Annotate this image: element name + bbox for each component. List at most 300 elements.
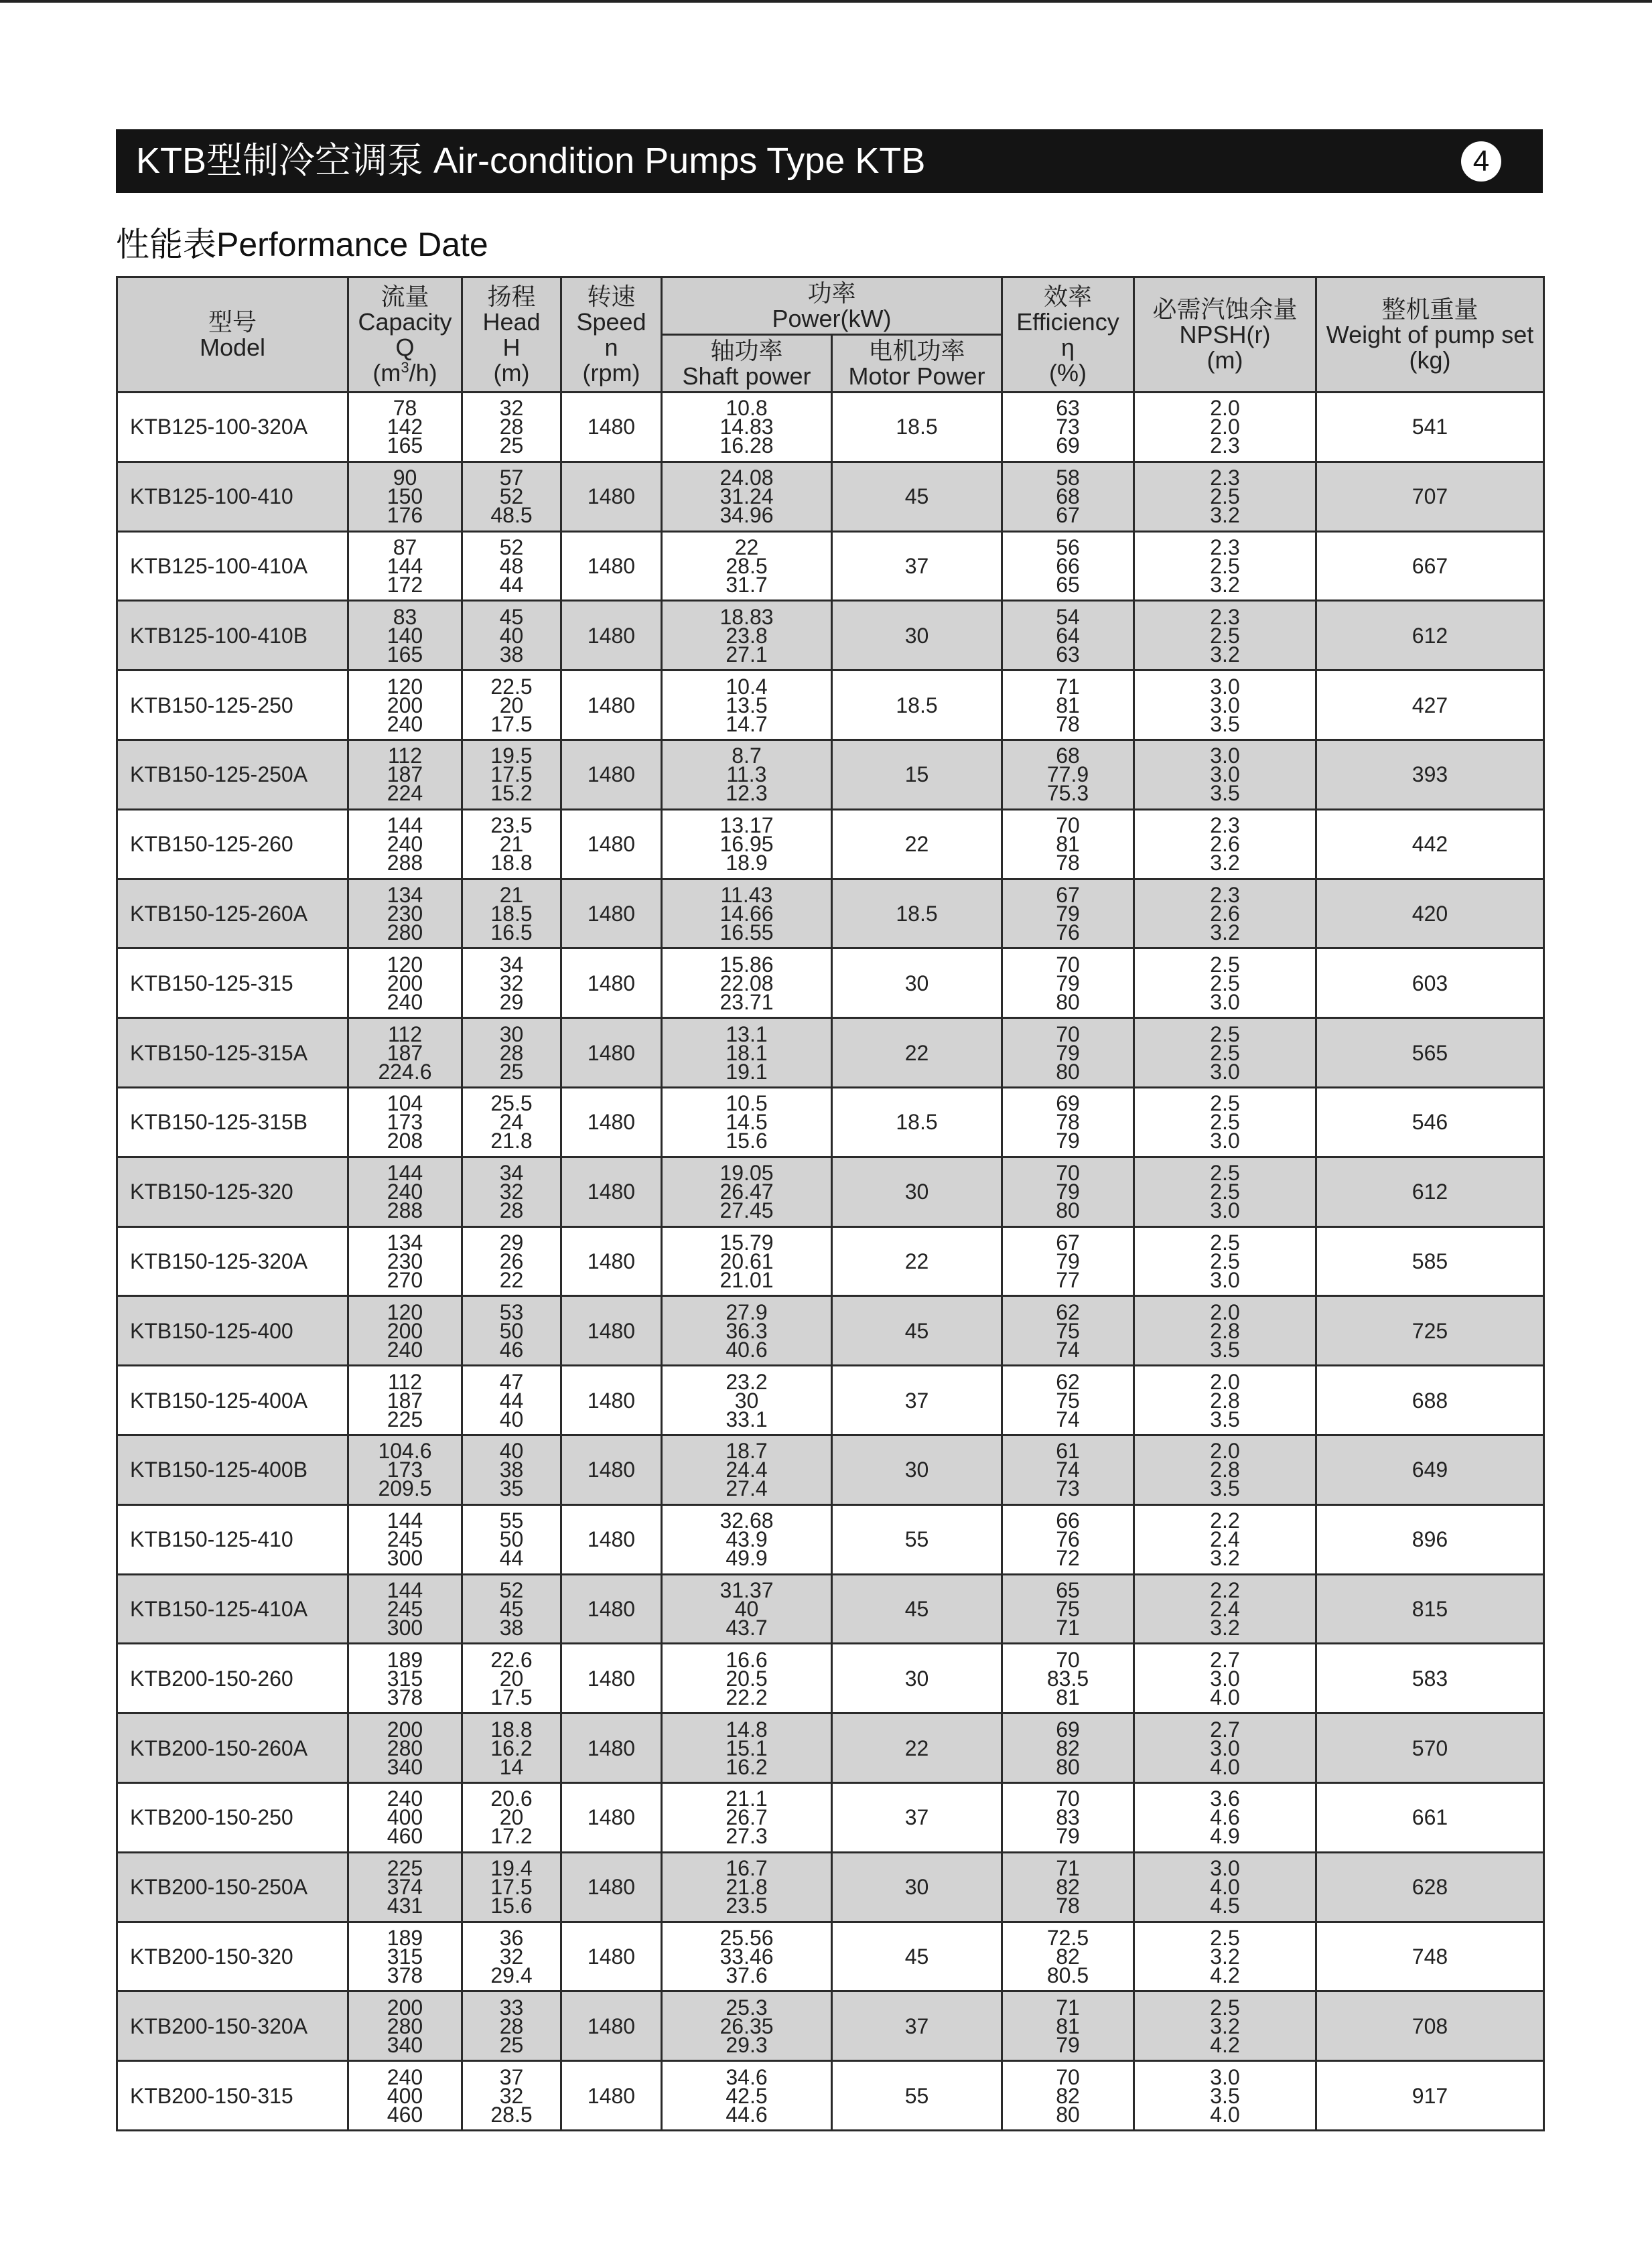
cell-head-value: 32 bbox=[499, 971, 524, 995]
cell-capacity-value: 112 bbox=[387, 744, 422, 768]
header-npsh: 必需汽蚀余量 NPSH(r) (m) bbox=[1134, 277, 1316, 393]
cell-efficiency-value: 69 bbox=[1056, 1091, 1080, 1116]
cell-head-value: 40 bbox=[499, 1407, 524, 1431]
cell-shaft-power-value: 20.5 bbox=[726, 1666, 768, 1691]
cell-weight: 661 bbox=[1316, 1782, 1544, 1852]
cell-weight: 628 bbox=[1316, 1852, 1544, 1922]
cell-efficiency-value: 75 bbox=[1056, 1596, 1080, 1621]
cell-speed: 1480 bbox=[561, 1922, 662, 1991]
cell-model: KTB125-100-410B bbox=[117, 601, 348, 671]
cell-efficiency bbox=[1002, 1018, 1134, 1088]
cell-head bbox=[462, 879, 561, 948]
cell-weight: 708 bbox=[1316, 1991, 1544, 2061]
cell-head bbox=[462, 739, 561, 809]
cell-npsh-value: 2.5 bbox=[1210, 1925, 1240, 1950]
cell-model: KTB150-125-315B bbox=[117, 1087, 348, 1157]
cell-head-value: 45 bbox=[499, 604, 524, 629]
cell-capacity bbox=[348, 1366, 462, 1435]
cell-npsh-value: 3.0 bbox=[1210, 674, 1240, 699]
cell-weight: 427 bbox=[1316, 671, 1544, 740]
cell-capacity-value: 200 bbox=[387, 693, 423, 717]
cell-head-value: 15.6 bbox=[490, 1894, 533, 1918]
cell-capacity-value: 340 bbox=[387, 1754, 423, 1779]
cell-shaft-power bbox=[662, 601, 832, 671]
cell-efficiency-value: 69 bbox=[1056, 1717, 1080, 1742]
cell-npsh-value: 3.0 bbox=[1210, 762, 1240, 787]
table-row bbox=[117, 1991, 1544, 2061]
cell-shaft-power-value: 26.35 bbox=[719, 2014, 774, 2038]
cell-head-value: 53 bbox=[499, 1299, 524, 1324]
page-title: KTB型制冷空调泵 Air-condition Pumps Type KTB bbox=[136, 141, 926, 181]
cell-speed: 1480 bbox=[561, 879, 662, 948]
cell-efficiency-value: 65 bbox=[1056, 572, 1080, 597]
cell-efficiency bbox=[1002, 671, 1134, 740]
cell-efficiency-value: 73 bbox=[1056, 1476, 1080, 1501]
cell-motor-power: 55 bbox=[832, 2061, 1002, 2131]
cell-motor-power: 18.5 bbox=[832, 1087, 1002, 1157]
cell-capacity-value: 224 bbox=[387, 781, 423, 806]
cell-head-value: 52 bbox=[499, 1577, 524, 1602]
cell-efficiency bbox=[1002, 1296, 1134, 1366]
cell-head-value: 37 bbox=[499, 2064, 524, 2089]
cell-capacity-value: 240 bbox=[387, 832, 423, 857]
cell-motor-power: 37 bbox=[832, 1991, 1002, 2061]
cell-npsh bbox=[1134, 1852, 1316, 1922]
cell-efficiency-value: 74 bbox=[1056, 1407, 1080, 1431]
cell-speed: 1480 bbox=[561, 1852, 662, 1922]
cell-head-value: 17.5 bbox=[490, 762, 533, 787]
cell-shaft-power-value: 34.96 bbox=[719, 503, 774, 528]
cell-capacity-value: 83 bbox=[393, 604, 417, 629]
cell-head bbox=[462, 1852, 561, 1922]
cell-npsh-value: 4.5 bbox=[1210, 1894, 1240, 1918]
cell-weight: 442 bbox=[1316, 809, 1544, 879]
cell-capacity-value: 460 bbox=[387, 2102, 423, 2127]
cell-npsh-value: 2.0 bbox=[1210, 1439, 1240, 1464]
cell-model: KTB125-100-320A bbox=[117, 393, 348, 462]
cell-efficiency-value: 80.5 bbox=[1046, 1963, 1089, 1987]
cell-efficiency bbox=[1002, 393, 1134, 462]
cell-head bbox=[462, 1157, 561, 1226]
cell-shaft-power-value: 11.3 bbox=[726, 762, 767, 787]
cell-speed: 1480 bbox=[561, 1157, 662, 1226]
cell-npsh bbox=[1134, 601, 1316, 671]
cell-head-value: 14 bbox=[499, 1754, 524, 1779]
cell-efficiency-value: 80 bbox=[1056, 2102, 1080, 2127]
cell-head-value: 28 bbox=[499, 1040, 524, 1065]
cell-efficiency-value: 76 bbox=[1056, 1527, 1080, 1552]
cell-efficiency-value: 81 bbox=[1056, 832, 1080, 857]
cell-capacity-value: 378 bbox=[387, 1685, 423, 1709]
cell-model: KTB125-100-410A bbox=[117, 531, 348, 601]
cell-shaft-power bbox=[662, 531, 832, 601]
cell-head-value: 29 bbox=[499, 989, 524, 1014]
cell-capacity-value: 280 bbox=[387, 2014, 423, 2038]
cell-shaft-power-value: 23.8 bbox=[726, 623, 768, 648]
cell-npsh-value: 2.0 bbox=[1210, 1299, 1240, 1324]
cell-efficiency bbox=[1002, 809, 1134, 879]
cell-npsh bbox=[1134, 739, 1316, 809]
cell-capacity-value: 87 bbox=[393, 535, 417, 559]
cell-shaft-power-value: 30 bbox=[734, 1388, 759, 1413]
cell-efficiency-value: 82 bbox=[1056, 2083, 1080, 2108]
cell-head-value: 48.5 bbox=[490, 503, 533, 528]
cell-shaft-power bbox=[662, 739, 832, 809]
cell-capacity-value: 240 bbox=[387, 2064, 423, 2089]
cell-head-value: 21 bbox=[499, 882, 524, 907]
cell-head bbox=[462, 393, 561, 462]
cell-npsh-value: 3.2 bbox=[1210, 503, 1240, 528]
cell-efficiency-value: 70 bbox=[1056, 1161, 1080, 1186]
cell-npsh-value: 3.0 bbox=[1210, 1267, 1240, 1292]
cell-head-value: 38 bbox=[499, 1458, 524, 1482]
cell-capacity-value: 150 bbox=[387, 484, 423, 509]
cell-shaft-power-value: 13.17 bbox=[719, 813, 774, 838]
cell-efficiency-value: 79 bbox=[1056, 901, 1080, 926]
cell-capacity-value: 165 bbox=[387, 642, 423, 666]
cell-shaft-power-value: 18.1 bbox=[726, 1040, 768, 1065]
cell-head-value: 28 bbox=[499, 2014, 524, 2038]
cell-capacity-value: 400 bbox=[387, 1805, 423, 1830]
cell-capacity bbox=[348, 1018, 462, 1088]
cell-shaft-power-value: 8.7 bbox=[732, 744, 762, 768]
cell-efficiency-value: 68 bbox=[1056, 484, 1080, 509]
cell-npsh-value: 3.0 bbox=[1210, 693, 1240, 717]
cell-head bbox=[462, 948, 561, 1018]
cell-head bbox=[462, 1644, 561, 1713]
cell-head-value: 17.5 bbox=[490, 1685, 533, 1709]
cell-efficiency bbox=[1002, 1782, 1134, 1852]
cell-motor-power: 30 bbox=[832, 601, 1002, 671]
cell-model: KTB200-150-320A bbox=[117, 1991, 348, 2061]
cell-shaft-power-value: 24.08 bbox=[719, 466, 774, 490]
cell-npsh-value: 3.2 bbox=[1210, 920, 1240, 944]
cell-efficiency-value: 80 bbox=[1056, 1198, 1080, 1223]
cell-capacity-value: 240 bbox=[387, 1180, 423, 1204]
cell-efficiency-value: 71 bbox=[1056, 1995, 1080, 2020]
cell-shaft-power-value: 14.7 bbox=[726, 711, 768, 736]
cell-shaft-power-value: 33.1 bbox=[726, 1407, 768, 1431]
cell-head-value: 30 bbox=[499, 1021, 524, 1046]
cell-head-value: 16.2 bbox=[490, 1736, 533, 1760]
cell-motor-power: 22 bbox=[832, 809, 1002, 879]
cell-head-value: 16.5 bbox=[490, 920, 533, 944]
cell-capacity-value: 374 bbox=[387, 1875, 423, 1900]
cell-npsh bbox=[1134, 1713, 1316, 1783]
cell-efficiency-value: 70 bbox=[1056, 813, 1080, 838]
cell-head-value: 22.6 bbox=[490, 1647, 533, 1672]
cell-capacity-value: 78 bbox=[393, 396, 417, 421]
cell-shaft-power bbox=[662, 671, 832, 740]
cell-shaft-power bbox=[662, 1852, 832, 1922]
cell-npsh bbox=[1134, 948, 1316, 1018]
cell-shaft-power bbox=[662, 1713, 832, 1783]
cell-head-value: 20 bbox=[499, 693, 524, 717]
cell-efficiency-value: 67 bbox=[1056, 503, 1080, 528]
cell-npsh-value: 3.0 bbox=[1210, 1129, 1240, 1153]
cell-npsh-value: 4.6 bbox=[1210, 1805, 1240, 1830]
cell-head-value: 25 bbox=[499, 2032, 524, 2057]
cell-capacity-value: 120 bbox=[387, 952, 423, 977]
cell-motor-power: 22 bbox=[832, 1018, 1002, 1088]
cell-speed: 1480 bbox=[561, 1782, 662, 1852]
cell-head-value: 38 bbox=[499, 642, 524, 666]
cell-efficiency-value: 80 bbox=[1056, 989, 1080, 1014]
cell-motor-power: 22 bbox=[832, 1226, 1002, 1296]
cell-npsh-value: 2.3 bbox=[1210, 535, 1240, 559]
cell-npsh-value: 3.0 bbox=[1210, 1856, 1240, 1881]
cell-shaft-power-value: 21.8 bbox=[726, 1875, 768, 1900]
top-rule bbox=[0, 0, 1652, 3]
table-row bbox=[117, 2061, 1544, 2131]
cell-capacity bbox=[348, 1713, 462, 1783]
cell-capacity-value: 230 bbox=[387, 901, 423, 926]
cell-efficiency bbox=[1002, 739, 1134, 809]
cell-npsh bbox=[1134, 1782, 1316, 1852]
cell-head-value: 57 bbox=[499, 466, 524, 490]
cell-capacity-value: 173 bbox=[387, 1458, 423, 1482]
table-row bbox=[117, 1018, 1544, 1088]
cell-npsh-value: 3.2 bbox=[1210, 572, 1240, 597]
cell-weight: 546 bbox=[1316, 1087, 1544, 1157]
cell-shaft-power-value: 37.6 bbox=[726, 1963, 768, 1987]
cell-capacity-value: 340 bbox=[387, 2032, 423, 2057]
cell-capacity bbox=[348, 601, 462, 671]
cell-head-value: 26 bbox=[499, 1249, 524, 1273]
cell-capacity-value: 209.5 bbox=[378, 1476, 432, 1501]
cell-speed: 1480 bbox=[561, 809, 662, 879]
table-row bbox=[117, 1504, 1544, 1574]
cell-weight: 393 bbox=[1316, 739, 1544, 809]
cell-capacity-value: 144 bbox=[387, 553, 423, 578]
cell-head-value: 17.5 bbox=[490, 1875, 533, 1900]
cell-capacity bbox=[348, 1504, 462, 1574]
cell-efficiency-value: 71 bbox=[1056, 674, 1080, 699]
cell-capacity-value: 300 bbox=[387, 1615, 423, 1640]
cell-efficiency-value: 65 bbox=[1056, 1577, 1080, 1602]
cell-capacity bbox=[348, 1852, 462, 1922]
cell-npsh-value: 2.5 bbox=[1210, 553, 1240, 578]
cell-speed: 1480 bbox=[561, 2061, 662, 2131]
cell-npsh-value: 3.0 bbox=[1210, 989, 1240, 1014]
cell-model: KTB150-125-315A bbox=[117, 1018, 348, 1088]
cell-head-value: 47 bbox=[499, 1369, 524, 1394]
cell-npsh-value: 2.7 bbox=[1210, 1717, 1240, 1742]
cell-efficiency bbox=[1002, 1366, 1134, 1435]
cell-motor-power: 45 bbox=[832, 1574, 1002, 1644]
cell-speed: 1480 bbox=[561, 531, 662, 601]
cell-efficiency-value: 61 bbox=[1056, 1439, 1080, 1464]
cell-weight: 612 bbox=[1316, 601, 1544, 671]
cell-npsh-value: 3.5 bbox=[1210, 1337, 1240, 1362]
table-row bbox=[117, 1226, 1544, 1296]
cell-capacity-value: 104.6 bbox=[378, 1439, 432, 1464]
cell-shaft-power bbox=[662, 1504, 832, 1574]
cell-head-value: 36 bbox=[499, 1925, 524, 1950]
cell-efficiency bbox=[1002, 601, 1134, 671]
cell-npsh bbox=[1134, 531, 1316, 601]
table-row bbox=[117, 671, 1544, 740]
cell-model: KTB150-125-320A bbox=[117, 1226, 348, 1296]
cell-efficiency-value: 67 bbox=[1056, 1230, 1080, 1255]
cell-speed: 1480 bbox=[561, 1366, 662, 1435]
cell-npsh-value: 2.6 bbox=[1210, 901, 1240, 926]
cell-motor-power: 45 bbox=[832, 1296, 1002, 1366]
cell-shaft-power-value: 27.3 bbox=[726, 1824, 768, 1849]
cell-capacity-value: 176 bbox=[387, 503, 423, 528]
cell-shaft-power-value: 31.24 bbox=[719, 484, 774, 509]
cell-head-value: 46 bbox=[499, 1337, 524, 1362]
cell-head bbox=[462, 462, 561, 531]
cell-efficiency bbox=[1002, 462, 1134, 531]
cell-head-value: 20.6 bbox=[490, 1786, 533, 1811]
cell-capacity-value: 315 bbox=[387, 1944, 423, 1969]
cell-efficiency-value: 73 bbox=[1056, 415, 1080, 439]
cell-speed: 1480 bbox=[561, 1504, 662, 1574]
cell-efficiency-value: 56 bbox=[1056, 535, 1080, 559]
cell-weight: 570 bbox=[1316, 1713, 1544, 1783]
cell-efficiency-value: 78 bbox=[1056, 1894, 1080, 1918]
cell-head-value: 40 bbox=[499, 623, 524, 648]
cell-shaft-power-value: 44.6 bbox=[726, 2102, 768, 2127]
cell-head bbox=[462, 601, 561, 671]
cell-head bbox=[462, 1782, 561, 1852]
cell-capacity-value: 224.6 bbox=[378, 1059, 432, 1084]
cell-efficiency-value: 68 bbox=[1056, 744, 1080, 768]
cell-efficiency-value: 62 bbox=[1056, 1299, 1080, 1324]
cell-npsh bbox=[1134, 1435, 1316, 1504]
cell-capacity-value: 200 bbox=[387, 971, 423, 995]
cell-capacity-value: 173 bbox=[387, 1110, 423, 1135]
cell-npsh bbox=[1134, 1366, 1316, 1435]
cell-shaft-power-value: 16.28 bbox=[719, 433, 774, 458]
header-speed: 转速 Speed n (rpm) bbox=[561, 277, 662, 393]
cell-head bbox=[462, 671, 561, 740]
cell-npsh-value: 2.7 bbox=[1210, 1647, 1240, 1672]
cell-motor-power: 37 bbox=[832, 1366, 1002, 1435]
cell-head-value: 34 bbox=[499, 1161, 524, 1186]
cell-head bbox=[462, 1991, 561, 2061]
cell-shaft-power bbox=[662, 393, 832, 462]
cell-npsh bbox=[1134, 671, 1316, 740]
table-row bbox=[117, 1922, 1544, 1991]
cell-capacity bbox=[348, 531, 462, 601]
cell-capacity-value: 134 bbox=[387, 882, 423, 907]
cell-shaft-power bbox=[662, 1435, 832, 1504]
cell-npsh bbox=[1134, 1922, 1316, 1991]
cell-efficiency bbox=[1002, 1087, 1134, 1157]
cell-head-value: 23.5 bbox=[490, 813, 533, 838]
cell-npsh-value: 2.5 bbox=[1210, 1230, 1240, 1255]
cell-shaft-power bbox=[662, 462, 832, 531]
table-body bbox=[117, 393, 1544, 2131]
cell-shaft-power-value: 27.1 bbox=[726, 642, 768, 666]
cell-head bbox=[462, 1018, 561, 1088]
cell-efficiency-value: 66 bbox=[1056, 553, 1080, 578]
cell-motor-power: 30 bbox=[832, 1157, 1002, 1226]
cell-efficiency-value: 79 bbox=[1056, 1040, 1080, 1065]
cell-shaft-power-value: 32.68 bbox=[719, 1508, 774, 1533]
cell-efficiency-value: 70 bbox=[1056, 1021, 1080, 1046]
cell-capacity-value: 240 bbox=[387, 1337, 423, 1362]
cell-weight: 667 bbox=[1316, 531, 1544, 601]
cell-npsh-value: 2.8 bbox=[1210, 1388, 1240, 1413]
cell-shaft-power-value: 49.9 bbox=[726, 1546, 768, 1571]
cell-weight: 612 bbox=[1316, 1157, 1544, 1226]
cell-head-value: 15.2 bbox=[490, 781, 533, 806]
cell-efficiency-value: 78 bbox=[1056, 851, 1080, 875]
cell-npsh-value: 2.5 bbox=[1210, 1021, 1240, 1046]
cell-npsh-value: 2.0 bbox=[1210, 396, 1240, 421]
cell-efficiency-value: 74 bbox=[1056, 1337, 1080, 1362]
cell-shaft-power bbox=[662, 1087, 832, 1157]
cell-efficiency-value: 63 bbox=[1056, 396, 1080, 421]
cell-capacity bbox=[348, 1157, 462, 1226]
cell-speed: 1480 bbox=[561, 671, 662, 740]
cell-capacity-value: 245 bbox=[387, 1596, 423, 1621]
cell-npsh bbox=[1134, 1226, 1316, 1296]
cell-model: KTB200-150-250 bbox=[117, 1782, 348, 1852]
cell-npsh-value: 2.0 bbox=[1210, 1369, 1240, 1394]
cell-npsh-value: 2.8 bbox=[1210, 1458, 1240, 1482]
header-power: 功率 Power(kW) bbox=[662, 277, 1002, 335]
cell-model: KTB200-150-320 bbox=[117, 1922, 348, 1991]
cell-shaft-power-value: 26.47 bbox=[719, 1180, 774, 1204]
cell-capacity-value: 120 bbox=[387, 674, 423, 699]
cell-head bbox=[462, 1366, 561, 1435]
cell-efficiency-value: 81 bbox=[1056, 2014, 1080, 2038]
cell-capacity-value: 134 bbox=[387, 1230, 423, 1255]
cell-head bbox=[462, 2061, 561, 2131]
cell-efficiency-value: 71 bbox=[1056, 1856, 1080, 1881]
cell-speed: 1480 bbox=[561, 1226, 662, 1296]
cell-weight: 541 bbox=[1316, 393, 1544, 462]
cell-efficiency bbox=[1002, 2061, 1134, 2131]
cell-efficiency-value: 79 bbox=[1056, 971, 1080, 995]
header-shaft-power: 轴功率 Shaft power bbox=[662, 335, 832, 393]
cell-npsh bbox=[1134, 1296, 1316, 1366]
cell-npsh-value: 2.3 bbox=[1210, 466, 1240, 490]
cell-shaft-power-value: 43.7 bbox=[726, 1615, 768, 1640]
cell-speed: 1480 bbox=[561, 462, 662, 531]
cell-npsh-value: 2.4 bbox=[1210, 1596, 1240, 1621]
cell-npsh-value: 2.5 bbox=[1210, 623, 1240, 648]
cell-capacity bbox=[348, 1435, 462, 1504]
cell-efficiency-value: 72 bbox=[1056, 1546, 1080, 1571]
cell-efficiency-value: 79 bbox=[1056, 1129, 1080, 1153]
cell-efficiency-value: 82 bbox=[1056, 1736, 1080, 1760]
cell-model: KTB200-150-260 bbox=[117, 1644, 348, 1713]
cell-capacity-value: 240 bbox=[387, 1786, 423, 1811]
cell-shaft-power-value: 18.83 bbox=[719, 604, 774, 629]
cell-head bbox=[462, 809, 561, 879]
cell-head-value: 18.8 bbox=[490, 1717, 533, 1742]
cell-head-value: 22 bbox=[499, 1267, 524, 1292]
table-row bbox=[117, 1157, 1544, 1226]
cell-npsh-value: 4.9 bbox=[1210, 1824, 1240, 1849]
cell-head-value: 55 bbox=[499, 1508, 524, 1533]
cell-capacity bbox=[348, 739, 462, 809]
cell-efficiency-value: 58 bbox=[1056, 466, 1080, 490]
cell-shaft-power-value: 13.5 bbox=[726, 693, 768, 717]
cell-npsh-value: 2.6 bbox=[1210, 832, 1240, 857]
cell-shaft-power-value: 14.8 bbox=[726, 1717, 768, 1742]
cell-capacity bbox=[348, 1087, 462, 1157]
cell-head-value: 52 bbox=[499, 484, 524, 509]
table-row bbox=[117, 739, 1544, 809]
cell-efficiency-value: 70 bbox=[1056, 2064, 1080, 2089]
cell-shaft-power-value: 13.1 bbox=[726, 1021, 768, 1046]
